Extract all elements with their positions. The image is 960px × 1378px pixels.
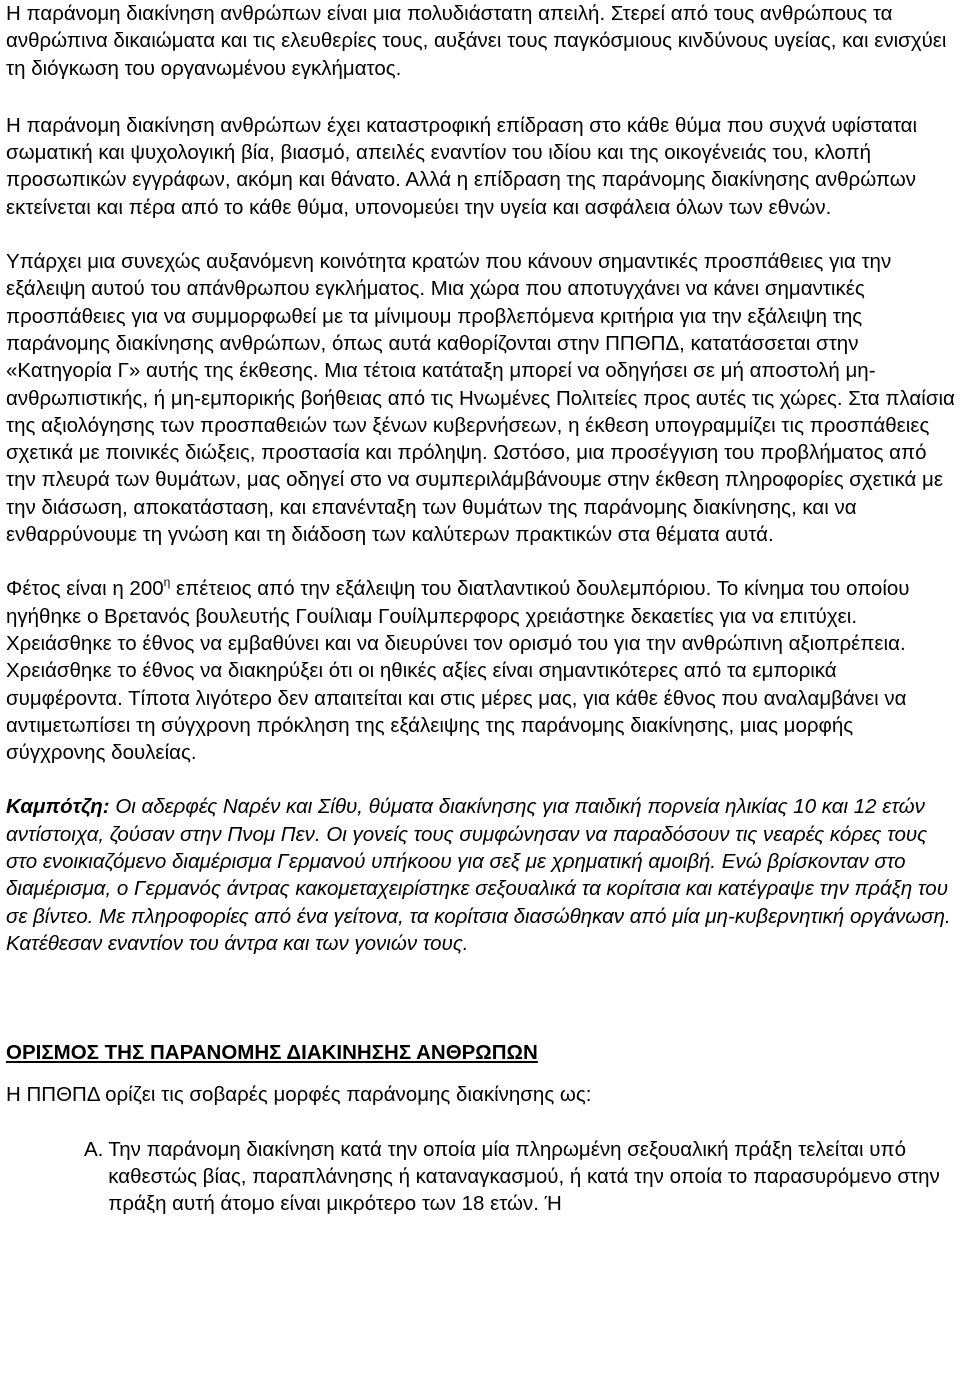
paragraph: Η παράνομη διακίνηση ανθρώπων είναι μια πολυδιάστατη απειλή. Στερεί από τους ανθρώπους τα ανθρώπινα δικαιώματα και τις ελευθερίες τους, αυξάνει τους παγκόσμιους κινδύνους υγείας, και ενισχύει τη διόγκωση του οργανωμένου εγκλήματος. [6, 2, 947, 80]
case-study-text: Οι αδερφές Ναρέν και Σίθυ, θύματα διακίνησης για παιδική πορνεία ηλικίας 10 και 12 ετών αντίστοιχα, ζούσαν στην Πνομ Πεν. Οι γονείς τους συμφώνησαν να παραδόσουν τις νεαρές κόρες τους στο ενοικιαζόμενο διαμέρισμα Γερμανού υπήκοου για σεξ με χρηματική αμοιβή. Ενώ βρίσκονταν στο διαμέρισμα, ο Γερμανός άντρας κακομεταχειρίστηκε σεξουαλικά τα κορίτσια και κατέγραψε την πράξη του σε βίντεο. Με πληροφορίες από ένα γείτονα, τα κορίτσια διασώθηκαν από μία μη-κυβερνητική οργάνωση. Κατέθεσαν εναντίον του άντρα και των γονιών τους. [6, 795, 951, 955]
section-intro: Η ΠΠΘΠΔ ορίζει τις σοβαρές μορφές παράνομης διακίνησης ως: [6, 1082, 592, 1106]
anniversary-paragraph [6, 575, 956, 766]
anniversary-text-end: επέτειος από την εξάλειψη του διατλαντικού δουλεμπόριου. Το κίνημα του οποίου ηγήθηκε ο Βρετανός βουλευτής Γουίλιαμ Γουίλμπερφορς χρειάστηκε δεκαετίες για να επιτύχει. Χρειάσθηκε το έθνος να εμβαθύνει και να διευρύνει τον ορισμό του για την ανθρώπινη αξιοπρέπεια. Χρειάσθηκε το έθνος να διακηρύξει ότι οι ηθικές αξίες είναι σημαντικότερες από τα εμπορικά συμφέροντα. Τίποτα λιγότερο δεν απαιτείται και στις μέρες μας, για κάθε έθνος που αναλαμβάνει να αντιμετωπίσει τη σύγχρονη πρόκληση της εξάλειψης της παράνομης διακίνησης, μιας μορφής σύγχρονης δουλείας. [6, 577, 910, 765]
section-heading: ΟΡΙΣΜΟΣ ΤΗΣ ΠΑΡΑΝΟΜΗΣ ΔΙΑΚΙΝΗΣΗΣ ΑΝΘΡΩΠΩΝ [6, 1041, 538, 1065]
ordinal-superscript: η [163, 575, 171, 590]
list-item-letter: Α. [84, 1137, 104, 1161]
anniversary-text-start: Φέτος είναι η 200 [6, 577, 164, 601]
document-page [6, 0, 956, 1218]
paragraph: Υπάρχει μια συνεχώς αυξανόμενη κοινότητα κρατών που κάνουν σημαντικές προσπάθειες για την εξάλειψη αυτού του απάνθρωπου εγκλήματος. Μια χώρα που αποτυγχάνει να κάνει σημαντικές προσπάθειες για να συμμορφωθεί με τα μίνιμουμ προβλεπόμενα κριτήρια για την εξάλειψη της παράνομης διακίνησης ανθρώπων, όπως αυτά καθορίζονται στην ΠΠΘΠΔ, κατατάσσεται στην «Κατηγορία Γ» αυτής της έκθεσης. Μια τέτοια κατάταξη μπορεί να οδηγήσει σε μή αποστολή μη-ανθρωπιστικής, ή μη-εμπορικής βοήθειας από τις Ηνωμένες Πολιτείες προς αυτές τις χώρες. Στα πλαίσια της αξιολόγησης των προσπαθειών των ξένων κυβερνήσεων, η έκθεση υπογραμμίζει τις προσπάθειες σχετικά με ποινικές διώξεις, προστασία και πρόληψη. Ωστόσο, μια προσέγγιση του προβλήματος από την πλευρά των θυμάτων, μας οδηγεί στο να συμπεριλάμβάνουμε στην έκθεση πληροφορίες σχετικά με την διάσωση, αποκατάσταση, και επανένταξη των θυμάτων της παράνομης διακίνησης, και να ενθαρρύνουμε τη γνώση και τη διάδοση των καλύτερων πρακτικών στα θέματα αυτά. [6, 250, 955, 547]
case-study-paragraph [6, 793, 956, 957]
definition-list [6, 1136, 956, 1218]
paragraph: Η παράνομη διακίνηση ανθρώπων έχει καταστροφική επίδραση στο κάθε θύμα που συχνά υφίσταται σωματική και ψυχολογική βία, βιασμό, απειλές εναντίον του ιδίου και της οικογένειάς του, κλοπή προσωπικών εγγράφων, ακόμη και θάνατο. Αλλά η επίδραση της παράνομης διακίνησης ανθρώπων εκτείνεται και πέρα από το κάθε θύμα, υπονομεύει την υγεία και ασφάλεια όλων των εθνών. [6, 113, 918, 219]
list-item-text: Την παράνομη διακίνηση κατά την οποία μία πληρωμένη σεξουαλική πράξη τελείται υπό καθεστώς βίας, παραπλάνησης ή καταναγκασμού, ή κατά την οποία το παρασυρόμενο στην πράξη αυτή άτομο είναι μικρότερο των 18 ετών. Ή [108, 1137, 940, 1216]
list-item [84, 1136, 956, 1218]
case-study-country: Καμπότζη: [6, 795, 110, 819]
